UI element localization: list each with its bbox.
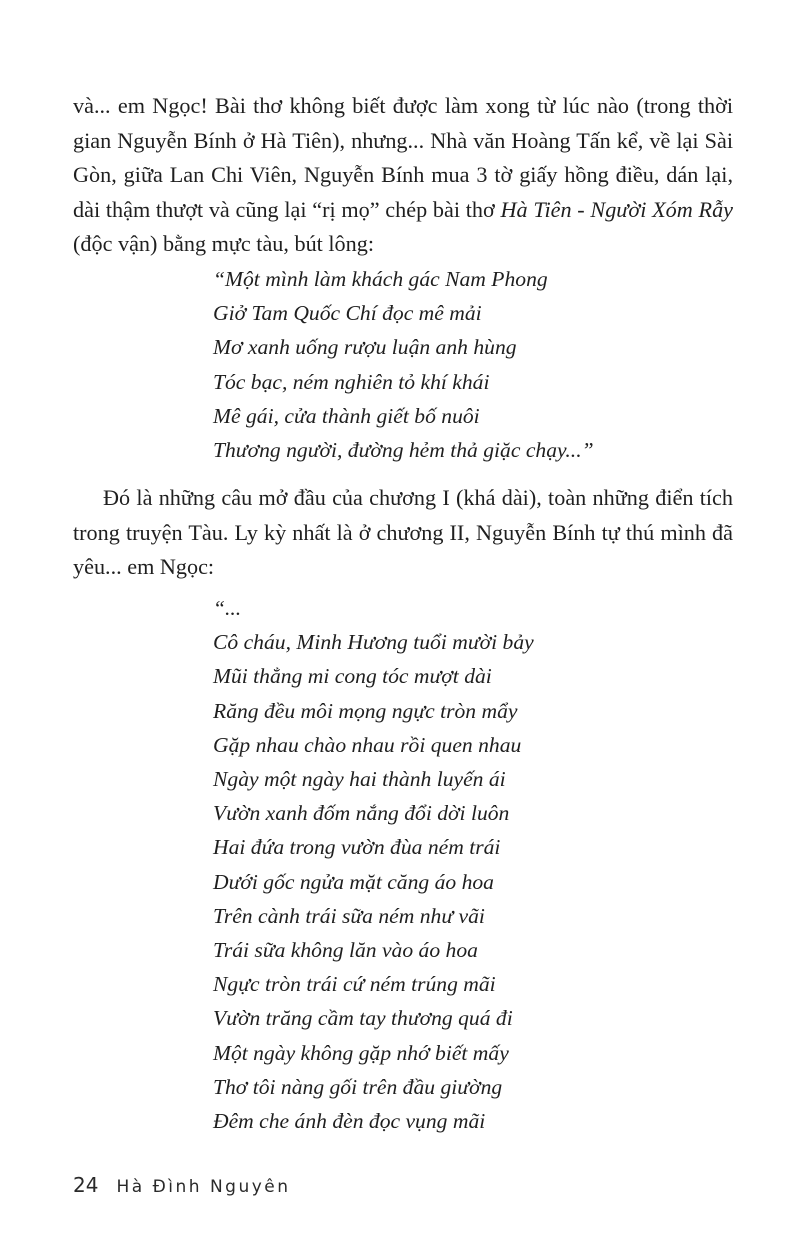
paragraph-intro-text-end: (độc vận) bằng mực tàu, bút lông: [73, 231, 375, 257]
verse-line: Vườn trăng cầm tay thương quá đi [213, 1006, 513, 1031]
poem-excerpt-chapter-1 [213, 262, 594, 467]
verse-line: Vườn xanh đốm nắng đổi dời luôn [213, 801, 510, 826]
page-footer [73, 1173, 291, 1197]
verse-line: Tóc bạc, ném nghiên tỏ khí khái [213, 369, 490, 394]
verse-line: Hai đứa trong vườn đùa ném trái [213, 835, 501, 860]
paragraph-commentary [73, 481, 733, 585]
verse-line: Cô cháu, Minh Hương tuổi mười bảy [213, 630, 534, 655]
verse-line: Mê gái, cửa thành giết bố nuôi [213, 403, 480, 428]
poem-excerpt-chapter-2 [213, 591, 534, 1138]
verse-line: Mơ xanh uống rượu luận anh hùng [213, 335, 517, 360]
verse-line: Ngực tròn trái cứ ném trúng mãi [213, 972, 496, 997]
verse-line: Trái sữa không lăn vào áo hoa [213, 938, 478, 963]
paragraph-commentary-text: Đó là những câu mở đầu của chương I (khá dài), toàn những điển tích trong truyện Tàu. Ly kỳ nhất là ở chương II, Nguyễn Bính tự thú mình đã yêu... em Ngọc: [73, 485, 733, 580]
verse-line: Thơ tôi nàng gối trên đầu giường [213, 1074, 503, 1099]
verse-line: Ngày một ngày hai thành luyến ái [213, 767, 506, 792]
verse-line: “Một mình làm khách gác Nam Phong [213, 267, 548, 291]
verse-line: Răng đều môi mọng ngực tròn mẩy [213, 698, 518, 723]
running-author: Hà Đình Nguyên [116, 1177, 291, 1197]
verse-line: Giở Tam Quốc Chí đọc mê mải [213, 301, 482, 326]
verse-line: Đêm che ánh đèn đọc vụng mãi [213, 1109, 486, 1134]
paragraph-intro [73, 89, 733, 262]
verse-line: Thương người, đường hẻm thả giặc chạy...” [213, 438, 594, 463]
page-number: 24 [73, 1173, 99, 1197]
poem-title: Hà Tiên - Người Xóm Rẫy [500, 196, 734, 222]
paragraph-intro-text: và... em Ngọc! Bài thơ không biết được làm xong từ lúc nào (trong thời gian Nguyễn Bính ở Hà Tiên), nhưng... Nhà văn Hoàng Tấn kể, về lại Sài Gòn, giữa Lan Chi Viên, Nguyễn Bính mua 3 tờ giấy hồng điều, dán lại, dài thậm thượt và cũng lại “rị mọ” chép bài thơ [73, 93, 733, 222]
verse-line: Dưới gốc ngửa mặt căng áo hoa [213, 869, 494, 894]
verse-line: “... [213, 596, 242, 620]
verse-line: Gặp nhau chào nhau rồi quen nhau [213, 732, 522, 757]
verse-line: Trên cành trái sữa ném như vãi [213, 903, 485, 928]
verse-line: Một ngày không gặp nhớ biết mấy [213, 1040, 509, 1065]
verse-line: Mũi thẳng mi cong tóc mượt dài [213, 664, 492, 689]
